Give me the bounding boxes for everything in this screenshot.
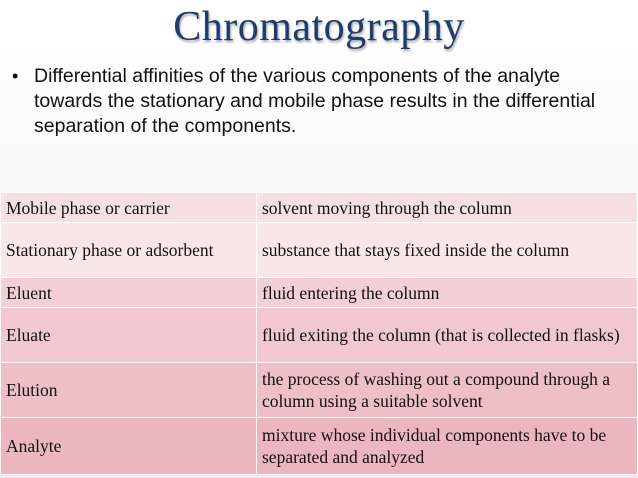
bullet-text: Differential affinities of the various components of the analyte towards the stationary and mobile phase results in the differential separation of the components. <box>34 65 596 137</box>
definition-cell: substance that stays fixed inside the column <box>257 223 638 278</box>
table-row <box>1 418 638 475</box>
definition-cell: mixture whose individual components have to be separated and analyzed <box>257 418 638 475</box>
definition-cell: fluid exiting the column (that is collected in flasks) <box>257 308 638 363</box>
table-row <box>1 278 638 308</box>
term-cell: Eluent <box>1 278 257 308</box>
definition-cell: fluid entering the column <box>257 278 638 308</box>
term-cell: Stationary phase or adsorbent <box>1 223 257 278</box>
term-cell: Eluate <box>1 308 257 363</box>
table-row <box>1 308 638 363</box>
table-row <box>1 193 638 223</box>
bullet-point <box>12 64 626 139</box>
definition-cell: the process of washing out a compound through a column using a suitable solvent <box>257 363 638 418</box>
terminology-table <box>0 192 638 475</box>
slide-title: Chromatography <box>173 4 465 50</box>
term-cell: Mobile phase or carrier <box>1 193 257 223</box>
bullet-marker: • <box>12 66 19 86</box>
term-cell: Elution <box>1 363 257 418</box>
term-cell: Analyte <box>1 418 257 475</box>
definition-cell: solvent moving through the column <box>257 193 638 223</box>
table-row <box>1 223 638 278</box>
table-row <box>1 363 638 418</box>
